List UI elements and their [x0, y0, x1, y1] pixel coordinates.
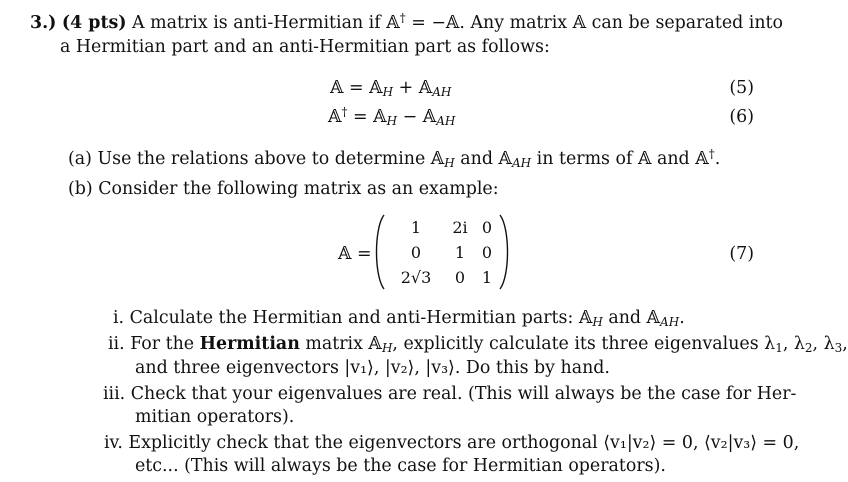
part-a: (a) Use the relations above to determine 𝔸$_H$ and 𝔸$_{AH}$ in terms of 𝔸 and 𝔸†. [68, 147, 721, 170]
left-paren-icon [372, 214, 386, 290]
intro-line-2: a Hermitian part and an anti-Hermitian part as follows: [60, 37, 550, 57]
matrix-cell: 1 [454, 243, 466, 262]
part-b [68, 178, 499, 201]
subpart-label: iii. [103, 384, 126, 404]
matrix-cell: 1 [410, 218, 422, 237]
subpart-iii: iii. Check that your eigenvalues are real. (This will always be the case for Her- [103, 384, 797, 404]
subpart-ii: ii. For the Hermitian matrix 𝔸$_H$, explicitly calculate its three eigenvalues $\lambda_1$, $\lambda_2$, $\lambda_3$, [108, 334, 848, 355]
matrix-grid [388, 215, 498, 290]
intro-text-a: A matrix is anti-Hermitian if [126, 13, 387, 33]
part-b-label: (b) [68, 179, 93, 199]
equation-5-number: (5) [729, 78, 754, 98]
equation-6: 𝔸† = 𝔸$_H$ − 𝔸$_{AH}$ [328, 105, 456, 128]
bold-hermitian: Hermitian [199, 334, 300, 354]
matrix-cell: 0 [481, 218, 493, 237]
subpart-iii-line-2: mitian operators). [135, 407, 295, 427]
subpart-iv: iv. Explicitly check that the eigenvectors are orthogonal ⟨v₁|v₂⟩ = 0, ⟨v₂|v₃⟩ = 0, [104, 433, 800, 453]
equation-6-number: (6) [729, 107, 754, 127]
intro-text-d: = −𝔸. Any matrix 𝔸 can be separated into [405, 13, 784, 33]
subpart-label: ii. [108, 334, 125, 354]
part-a-label: (a) [68, 149, 92, 169]
intro-symbol: 𝔸 [386, 13, 400, 33]
part-b-text: Consider the following matrix as an example: [98, 179, 499, 199]
matrix-cell: 1 [481, 268, 493, 287]
problem-number: 3.) [30, 13, 57, 33]
matrix [372, 214, 562, 290]
subpart-ii-line-2: and three eigenvectors |v₁⟩, |v₂⟩, |v₃⟩. Do this by hand. [135, 358, 610, 378]
matrix-lhs: 𝔸 = [338, 244, 372, 264]
matrix-cell: 2i [452, 218, 468, 237]
subpart-iv-line-2: etc... (This will always be the case for Hermitian operators). [135, 456, 666, 476]
subpart-label: i. [113, 308, 125, 328]
right-paren-icon [498, 214, 512, 290]
dagger-sup: † [399, 11, 406, 25]
matrix-cell: 0 [410, 243, 422, 262]
subpart-label: iv. [104, 433, 123, 453]
matrix-cell: 0 [481, 243, 493, 262]
subpart-i: i. Calculate the Hermitian and anti-Hermitian parts: 𝔸$_H$ and 𝔸$_{AH}$. [113, 308, 685, 329]
problem-points: (4 pts) [61, 13, 127, 33]
matrix-cell: 2√3 [400, 268, 432, 287]
matrix-cell: 0 [454, 268, 466, 287]
equation-7-number: (7) [729, 244, 754, 264]
problem-statement [30, 12, 783, 35]
equation-5: 𝔸 = 𝔸$_H$ + 𝔸$_{AH}$ [330, 78, 452, 99]
